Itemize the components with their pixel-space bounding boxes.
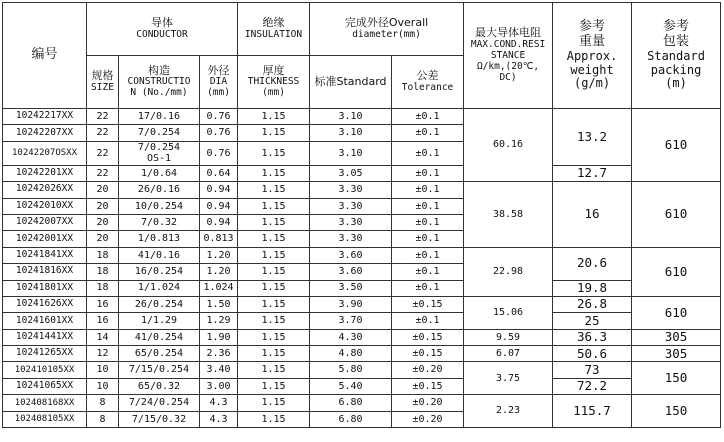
construction-cell: 26/0.254: [119, 296, 200, 312]
code-cell: 10241265XX: [3, 346, 87, 362]
construction-cell: 65/0.32: [119, 378, 200, 394]
dia-cell: 0.94: [200, 214, 238, 230]
thickness-cell: 1.15: [238, 264, 310, 280]
code-cell: 10241441XX: [3, 329, 87, 345]
construction-cell: 41/0.254: [119, 329, 200, 345]
packing-cell: 610: [632, 247, 721, 296]
weight-cell: 16: [553, 182, 632, 248]
code-cell: 10242207XX: [3, 125, 87, 141]
construction-header: 构造 CONSTRUCTIO N (No./mm): [119, 56, 200, 109]
dia-cell: 1.50: [200, 296, 238, 312]
resistance-cell: 38.58: [464, 182, 553, 248]
dia-cell: 1.20: [200, 264, 238, 280]
tolerance-cell: ±0.1: [392, 125, 464, 141]
weight-cell: 13.2: [553, 109, 632, 166]
thickness-header: 厚度 THICKNESS (mm): [238, 56, 310, 109]
thickness-cell: 1.15: [238, 231, 310, 247]
construction-line-2: OS-1: [146, 153, 172, 165]
construction-line-1: 7/0.254: [137, 141, 181, 153]
standard-cell: 5.80: [310, 362, 392, 378]
dia-cell: 0.94: [200, 182, 238, 198]
thickness-cell: 1.15: [238, 182, 310, 198]
thickness-cell: 1.15: [238, 313, 310, 329]
packing-cell: 305: [632, 346, 721, 362]
thickness-cell: 1.15: [238, 329, 310, 345]
code-cell: 10241601XX: [3, 313, 87, 329]
code-cell: 102408168XX: [3, 395, 87, 411]
size-cell: 14: [87, 329, 119, 345]
thickness-cell: 1.15: [238, 378, 310, 394]
weight-cell: 72.2: [553, 378, 632, 394]
table-row: [3, 280, 721, 296]
tolerance-cell: ±0.1: [392, 214, 464, 230]
table-row: [3, 378, 721, 394]
tolerance-cell: ±0.1: [392, 141, 464, 165]
code-cell: 10241065XX: [3, 378, 87, 394]
dia-cell: 4.3: [200, 395, 238, 411]
table-row: [3, 362, 721, 378]
standard-cell: 6.80: [310, 395, 392, 411]
table-row: [3, 395, 721, 411]
weight-cell: 25: [553, 313, 632, 329]
resistance-cell: 3.75: [464, 362, 553, 395]
weight-cell: 26.8: [553, 296, 632, 312]
thickness-cell: 1.15: [238, 165, 310, 181]
standard-cell: 3.10: [310, 109, 392, 125]
size-cell: 8: [87, 411, 119, 427]
packing-cell: 305: [632, 329, 721, 345]
tolerance-cell: ±0.1: [392, 109, 464, 125]
code-cell: 10241801XX: [3, 280, 87, 296]
code-cell: 10242207OSXX: [3, 141, 87, 165]
weight-cell: 20.6: [553, 247, 632, 280]
dia-cell: 1.29: [200, 313, 238, 329]
code-cell: 10242001XX: [3, 231, 87, 247]
insulation-header: 绝缘 INSULATION: [238, 3, 310, 56]
size-cell: 18: [87, 247, 119, 263]
code-header: 编号: [3, 3, 87, 109]
dia-cell: 0.813: [200, 231, 238, 247]
size-cell: 10: [87, 378, 119, 394]
size-cell: 20: [87, 214, 119, 230]
overall-diameter-header: 完成外径Overall diameter(mm): [310, 3, 464, 56]
dia-header: 外径 DIA (mm): [200, 56, 238, 109]
dia-cell: 4.3: [200, 411, 238, 427]
thickness-cell: 1.15: [238, 346, 310, 362]
resistance-cell: 6.07: [464, 346, 553, 362]
standard-cell: 3.60: [310, 264, 392, 280]
thickness-cell: 1.15: [238, 395, 310, 411]
weight-cell: 19.8: [553, 280, 632, 296]
code-cell: 10242007XX: [3, 214, 87, 230]
resistance-cell: 22.98: [464, 247, 553, 296]
table-row: [3, 165, 721, 181]
thickness-cell: 1.15: [238, 411, 310, 427]
table-row: [3, 247, 721, 263]
construction-cell: 7/24/0.254: [119, 395, 200, 411]
construction-cell: 7/15/0.254: [119, 362, 200, 378]
weight-cell: 115.7: [553, 395, 632, 428]
construction-cell: 41/0.16: [119, 247, 200, 263]
size-cell: 18: [87, 280, 119, 296]
thickness-cell: 1.15: [238, 109, 310, 125]
table-row: [3, 296, 721, 312]
size-cell: 20: [87, 182, 119, 198]
tolerance-cell: ±0.20: [392, 362, 464, 378]
tolerance-cell: ±0.20: [392, 395, 464, 411]
construction-cell: 16/0.254: [119, 264, 200, 280]
standard-cell: 5.40: [310, 378, 392, 394]
size-cell: 8: [87, 395, 119, 411]
header-row-1: [3, 3, 721, 56]
construction-cell: 1/1.024: [119, 280, 200, 296]
dia-cell: 1.024: [200, 280, 238, 296]
tolerance-cell: ±0.15: [392, 296, 464, 312]
construction-cell: 1/1.29: [119, 313, 200, 329]
dia-cell: 1.90: [200, 329, 238, 345]
table-row: [3, 313, 721, 329]
table-row: [3, 346, 721, 362]
standard-cell: 3.60: [310, 247, 392, 263]
standard-cell: 3.50: [310, 280, 392, 296]
size-cell: 16: [87, 296, 119, 312]
size-cell: 22: [87, 109, 119, 125]
construction-cell: 1/0.813: [119, 231, 200, 247]
resistance-cell: 2.23: [464, 395, 553, 428]
code-cell: 10241626XX: [3, 296, 87, 312]
resistance-cell: 60.16: [464, 109, 553, 182]
tolerance-cell: ±0.1: [392, 165, 464, 181]
tolerance-cell: ±0.1: [392, 313, 464, 329]
size-header: 规格 SIZE: [87, 56, 119, 109]
code-cell: 10242026XX: [3, 182, 87, 198]
table-row: [3, 109, 721, 125]
tolerance-cell: ±0.1: [392, 280, 464, 296]
standard-cell: 3.30: [310, 182, 392, 198]
code-cell: 102410105XX: [3, 362, 87, 378]
tolerance-cell: ±0.1: [392, 264, 464, 280]
weight-cell: 36.3: [553, 329, 632, 345]
code-cell: 102408105XX: [3, 411, 87, 427]
table-row: [3, 329, 721, 345]
code-cell: 10241841XX: [3, 247, 87, 263]
standard-cell: 4.80: [310, 346, 392, 362]
construction-cell: 65/0.254: [119, 346, 200, 362]
size-cell: 20: [87, 198, 119, 214]
dia-cell: 0.76: [200, 109, 238, 125]
weight-cell: 12.7: [553, 165, 632, 181]
resistance-cell: 15.06: [464, 296, 553, 329]
table-row: [3, 182, 721, 198]
standard-header: 标准Standard: [310, 56, 392, 109]
standard-cell: 4.30: [310, 329, 392, 345]
code-cell: 10242010XX: [3, 198, 87, 214]
thickness-cell: 1.15: [238, 247, 310, 263]
size-cell: 18: [87, 264, 119, 280]
tolerance-cell: ±0.1: [392, 198, 464, 214]
dia-cell: 0.94: [200, 198, 238, 214]
tolerance-cell: ±0.15: [392, 329, 464, 345]
standard-cell: 3.30: [310, 198, 392, 214]
code-cell: 10241816XX: [3, 264, 87, 280]
packing-cell: 610: [632, 182, 721, 248]
size-cell: 12: [87, 346, 119, 362]
packing-cell: 150: [632, 395, 721, 428]
resistance-cell: 9.59: [464, 329, 553, 345]
standard-cell: 3.10: [310, 125, 392, 141]
tolerance-header: 公差 Tolerance: [392, 56, 464, 109]
packing-cell: 150: [632, 362, 721, 395]
packing-cell: 610: [632, 296, 721, 329]
weight-cell: 50.6: [553, 346, 632, 362]
dia-cell: 1.20: [200, 247, 238, 263]
tolerance-cell: ±0.20: [392, 411, 464, 427]
size-cell: 10: [87, 362, 119, 378]
tolerance-cell: ±0.1: [392, 182, 464, 198]
construction-cell: [119, 141, 200, 165]
construction-cell: 7/0.254: [119, 125, 200, 141]
dia-cell: 0.76: [200, 125, 238, 141]
thickness-cell: 1.15: [238, 280, 310, 296]
thickness-cell: 1.15: [238, 125, 310, 141]
spec-table: [2, 2, 721, 428]
thickness-cell: 1.15: [238, 141, 310, 165]
standard-cell: 3.10: [310, 141, 392, 165]
size-cell: 16: [87, 313, 119, 329]
construction-cell: 10/0.254: [119, 198, 200, 214]
dia-cell: 3.40: [200, 362, 238, 378]
weight-cell: 73: [553, 362, 632, 378]
conductor-header: 导体 CONDUCTOR: [87, 3, 238, 56]
standard-cell: 3.70: [310, 313, 392, 329]
tolerance-cell: ±0.15: [392, 378, 464, 394]
construction-cell: 17/0.16: [119, 109, 200, 125]
standard-cell: 3.30: [310, 231, 392, 247]
construction-cell: 7/0.32: [119, 214, 200, 230]
standard-cell: 3.30: [310, 214, 392, 230]
packing-header: 参考 包装 Standard packing (m): [632, 3, 721, 109]
standard-cell: 3.90: [310, 296, 392, 312]
dia-cell: 0.64: [200, 165, 238, 181]
standard-cell: 6.80: [310, 411, 392, 427]
dia-cell: 3.00: [200, 378, 238, 394]
resistance-header: 最大导体电阻 MAX.COND.RESI STANCE Ω/km,(20℃, DC): [464, 3, 553, 109]
code-cell: 10242201XX: [3, 165, 87, 181]
size-cell: 20: [87, 231, 119, 247]
code-cell: 10242217XX: [3, 109, 87, 125]
tolerance-cell: ±0.15: [392, 346, 464, 362]
construction-cell: 7/15/0.32: [119, 411, 200, 427]
construction-cell: 26/0.16: [119, 182, 200, 198]
thickness-cell: 1.15: [238, 198, 310, 214]
size-cell: 22: [87, 165, 119, 181]
thickness-cell: 1.15: [238, 362, 310, 378]
weight-header: 参考 重量 Approx. weight (g/m): [553, 3, 632, 109]
tolerance-cell: ±0.1: [392, 231, 464, 247]
thickness-cell: 1.15: [238, 296, 310, 312]
size-cell: 22: [87, 141, 119, 165]
size-cell: 22: [87, 125, 119, 141]
standard-cell: 3.05: [310, 165, 392, 181]
dia-cell: 0.76: [200, 141, 238, 165]
construction-cell: 1/0.64: [119, 165, 200, 181]
dia-cell: 2.36: [200, 346, 238, 362]
packing-cell: 610: [632, 109, 721, 182]
thickness-cell: 1.15: [238, 214, 310, 230]
tolerance-cell: ±0.1: [392, 247, 464, 263]
